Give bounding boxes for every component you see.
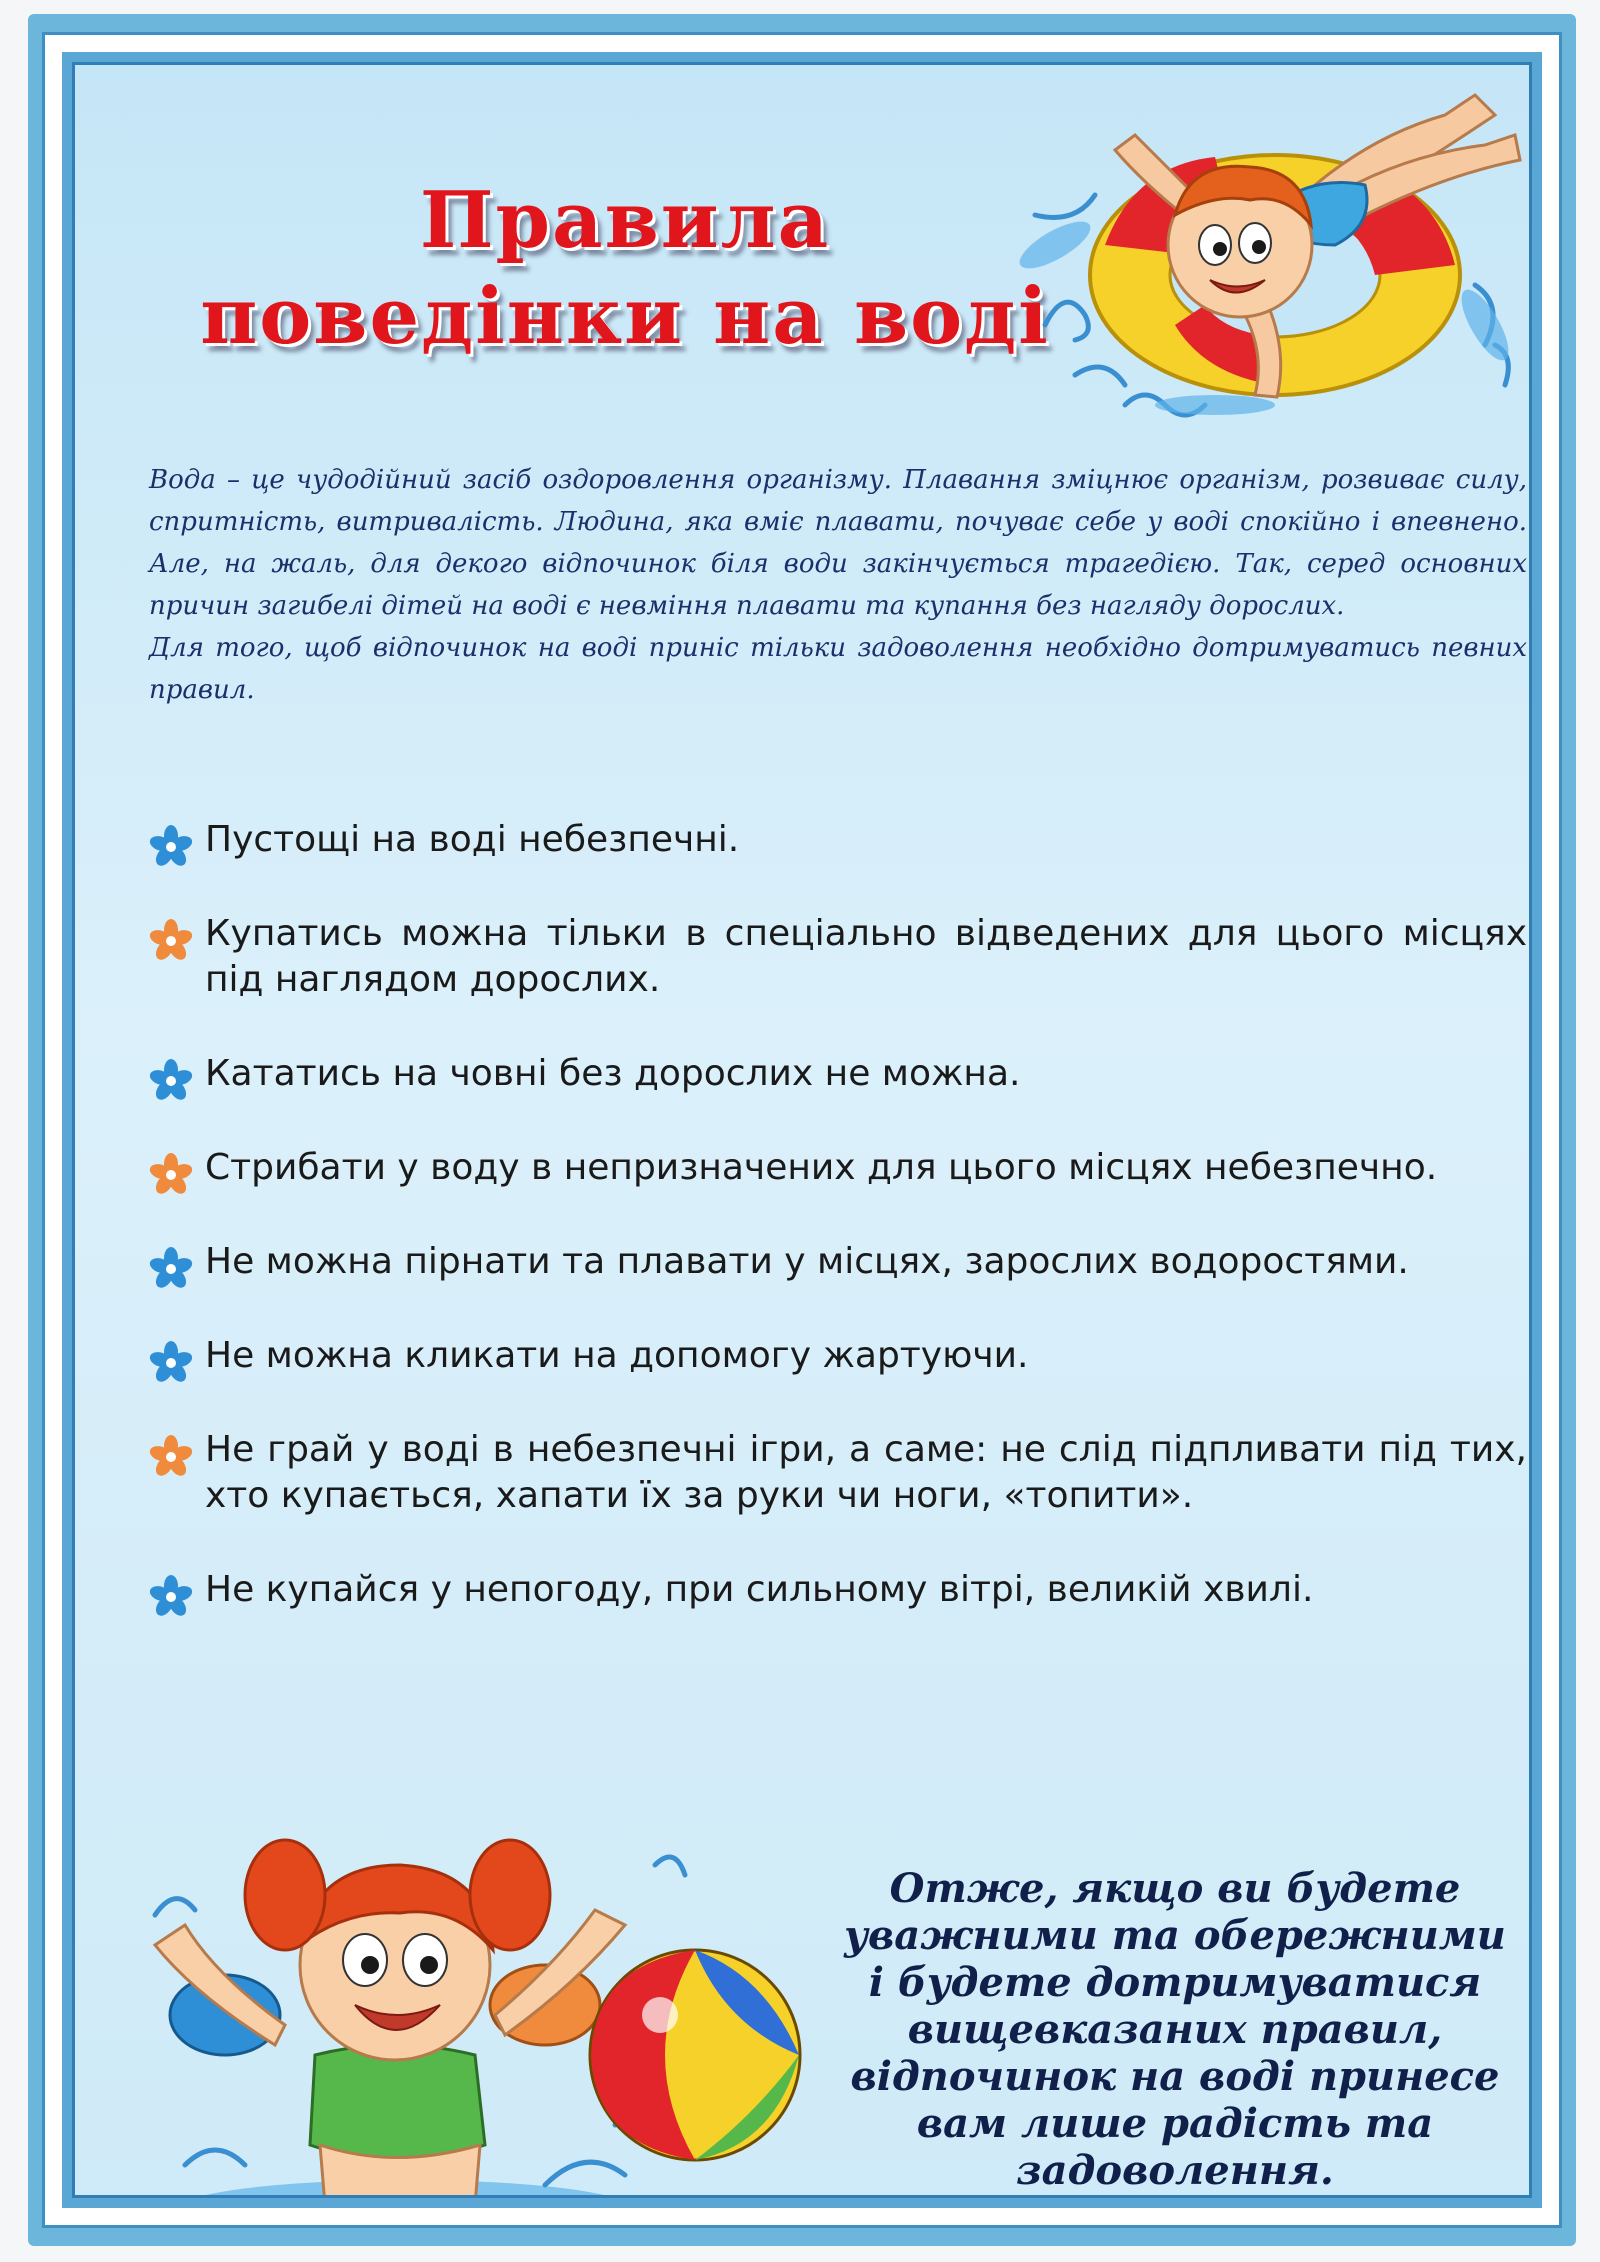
rule-item [147, 1427, 1527, 1519]
boy-swimming-with-ring-icon [1015, 75, 1532, 445]
closing-line-1: Отже, якщо ви будете [889, 1865, 1461, 1912]
rule-text: Не можна пірнати та плавати у місцях, зарослих водоростями. [205, 1241, 1409, 1282]
rules-list [147, 817, 1527, 1661]
rule-item [147, 1333, 1527, 1379]
title-line-2: поведінки на воді [200, 271, 1050, 362]
closing-line-7: задоволення. [1016, 2147, 1334, 2194]
rule-text: Стрибати у воду в непризначених для цього місцях небезпечно. [205, 1147, 1438, 1188]
asterisk-bullet-icon [147, 823, 195, 871]
content-area [72, 62, 1532, 2198]
rule-text: Пустощі на воді небезпечні. [205, 819, 740, 860]
asterisk-bullet-icon [147, 1151, 195, 1199]
rule-text: Купатись можна тільки в спеціально відведених для цього місцях під наглядом дорослих. [205, 913, 1527, 1000]
closing-line-5: відпочинок на воді принесе [850, 2053, 1500, 2100]
rule-text: Кататись на човні без дорослих не можна. [205, 1053, 1021, 1094]
rule-item [147, 911, 1527, 1003]
intro-text [149, 459, 1527, 711]
intro-paragraph-2: Для того, щоб відпочинок на воді приніс тільки задоволення необхідно дотримуватись певних правил. [149, 633, 1527, 705]
intro-paragraph-1: Вода – це чудодійний засіб оздоровлення організму. Плавання зміцнює організм, розвиває силу, спритність, витривалість. Людина, яка вміє плавати, почуває себе у воді спокійно і впевнено. Але, на жаль, для декого відпочинок біля води закінчується трагедією. Так, серед основних причин загибелі дітей на воді є невміння плавати та купання без нагляду дорослих. [149, 465, 1527, 621]
girl-with-beach-ball-icon [115, 1825, 835, 2198]
closing-message [815, 1865, 1532, 2194]
asterisk-bullet-icon [147, 917, 195, 965]
rule-item [147, 1145, 1527, 1191]
middle-frame [59, 49, 1545, 2211]
closing-line-4: вищевказаних правил, [907, 2006, 1443, 2053]
closing-line-3: і будете дотримуватися [868, 1959, 1482, 2006]
rule-item [147, 1567, 1527, 1613]
poster-title [175, 173, 1075, 365]
rule-text: Не купайся у непогоду, при сильному вітрі, великій хвилі. [205, 1569, 1314, 1610]
poster [28, 14, 1576, 2246]
asterisk-bullet-icon [147, 1057, 195, 1105]
title-line-1: Правила [419, 175, 831, 266]
asterisk-bullet-icon [147, 1245, 195, 1293]
closing-line-2: уважними та обережними [844, 1912, 1506, 1959]
asterisk-bullet-icon [147, 1339, 195, 1387]
outer-frame [42, 32, 1562, 2228]
closing-line-6: вам лише радість та [916, 2100, 1434, 2147]
rule-text: Не грай у воді в небезпечні ігри, а саме: не слід підпливати під тих, хто купається, хапати їх за руки чи ноги, «топити». [205, 1429, 1527, 1516]
rule-item [147, 817, 1527, 863]
rule-item [147, 1239, 1527, 1285]
asterisk-bullet-icon [147, 1433, 195, 1481]
rule-item [147, 1051, 1527, 1097]
asterisk-bullet-icon [147, 1573, 195, 1621]
rule-text: Не можна кликати на допомогу жартуючи. [205, 1335, 1029, 1376]
